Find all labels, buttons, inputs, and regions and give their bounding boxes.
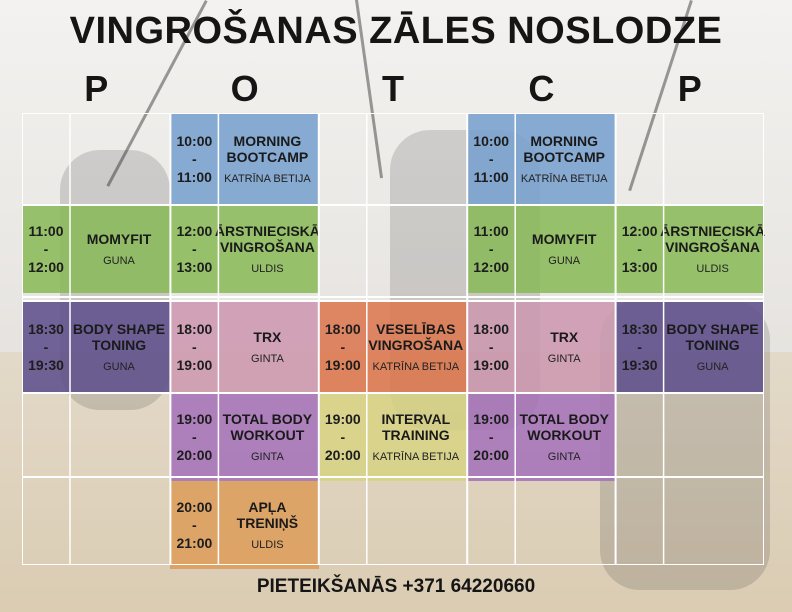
class-slot bbox=[170, 393, 318, 481]
class-name: ĀRSTNIECISKĀ VINGROŠANA bbox=[214, 223, 320, 255]
class-name: MORNING BOOTCAMP bbox=[523, 133, 606, 165]
trainer-name: GUNA bbox=[103, 255, 135, 267]
class-info bbox=[218, 393, 316, 481]
trainer-name: GINTA bbox=[547, 353, 581, 365]
end-time: 12:00 bbox=[28, 259, 64, 275]
end-time: 19:30 bbox=[621, 357, 658, 373]
class-slot bbox=[22, 205, 170, 293]
class-slot bbox=[319, 393, 467, 481]
class-name: MOMYFIT bbox=[531, 231, 597, 247]
class-slot bbox=[467, 113, 615, 205]
start-time: 11:00 bbox=[473, 223, 509, 239]
class-slot bbox=[170, 301, 318, 393]
end-time: 11:00 bbox=[176, 169, 212, 185]
day-header-row bbox=[22, 68, 764, 112]
class-name: MORNING BOOTCAMP bbox=[226, 133, 309, 165]
class-slot bbox=[170, 481, 318, 569]
class-name: TRX bbox=[253, 329, 282, 345]
time-separator: - bbox=[192, 429, 197, 445]
trainer-name: KATRĪNA BETIJA bbox=[224, 173, 311, 185]
class-time bbox=[170, 393, 218, 481]
class-time bbox=[170, 205, 218, 293]
end-time: 19:00 bbox=[324, 357, 361, 373]
class-time bbox=[616, 205, 664, 293]
class-info bbox=[367, 301, 465, 393]
time-separator: - bbox=[43, 339, 49, 355]
end-time: 19:30 bbox=[28, 357, 64, 373]
trainer-name: KATRĪNA BETIJA bbox=[372, 361, 460, 373]
end-time: 20:00 bbox=[324, 447, 361, 463]
start-time: 18:30 bbox=[621, 321, 658, 337]
class-slot bbox=[467, 301, 615, 393]
class-info bbox=[367, 393, 465, 481]
class-time bbox=[467, 205, 515, 293]
class-name: MOMYFIT bbox=[86, 231, 152, 247]
class-time bbox=[467, 113, 515, 205]
class-time bbox=[319, 301, 367, 393]
trainer-name: ULDIS bbox=[251, 539, 284, 551]
class-name: BODY SHAPE TONING bbox=[72, 321, 166, 353]
start-time: 12:00 bbox=[621, 223, 658, 239]
end-time: 19:00 bbox=[473, 357, 510, 373]
time-separator: - bbox=[637, 241, 642, 257]
class-time bbox=[170, 301, 218, 393]
class-slot bbox=[467, 205, 615, 293]
start-time: 10:00 bbox=[473, 133, 510, 149]
end-time: 19:00 bbox=[176, 357, 213, 373]
class-time bbox=[467, 301, 515, 393]
class-time bbox=[22, 205, 70, 293]
class-time bbox=[467, 393, 515, 481]
time-separator: - bbox=[192, 339, 197, 355]
class-info bbox=[214, 205, 320, 293]
class-info bbox=[660, 205, 766, 293]
class-slot bbox=[319, 301, 467, 393]
class-slot bbox=[467, 393, 615, 481]
start-time: 18:00 bbox=[324, 321, 361, 337]
time-separator: - bbox=[340, 339, 346, 355]
class-time bbox=[170, 481, 218, 569]
start-time: 18:00 bbox=[176, 321, 213, 337]
class-time bbox=[319, 393, 367, 481]
schedule-grid bbox=[22, 113, 764, 565]
class-name: VESELĪBAS VINGROŠANA bbox=[368, 321, 464, 353]
trainer-name: GINTA bbox=[250, 353, 284, 365]
time-separator: - bbox=[192, 151, 197, 167]
time-separator: - bbox=[637, 339, 642, 355]
class-name: TOTAL BODY WORKOUT bbox=[519, 411, 609, 443]
class-name: TRX bbox=[550, 329, 579, 345]
start-time: 19:00 bbox=[473, 411, 510, 427]
class-name: INTERVAL TRAINING bbox=[381, 411, 451, 443]
trainer-name: GUNA bbox=[548, 255, 581, 267]
start-time: 11:00 bbox=[28, 223, 64, 239]
start-time: 19:00 bbox=[176, 411, 213, 427]
class-info bbox=[70, 205, 168, 293]
start-time: 20:00 bbox=[176, 499, 213, 515]
class-name: ĀRSTNIECISKĀ VINGROŠANA bbox=[660, 223, 766, 255]
start-time: 12:00 bbox=[176, 223, 213, 239]
class-time bbox=[170, 113, 218, 205]
day-header-friday: P bbox=[677, 68, 702, 109]
time-separator: - bbox=[43, 241, 49, 257]
trainer-name: KATRĪNA BETIJA bbox=[520, 173, 608, 185]
class-info bbox=[218, 481, 316, 569]
class-slot bbox=[22, 301, 170, 393]
class-info bbox=[70, 301, 168, 393]
end-time: 21:00 bbox=[176, 535, 213, 551]
start-time: 19:00 bbox=[324, 411, 361, 427]
time-separator: - bbox=[192, 517, 197, 533]
end-time: 12:00 bbox=[473, 259, 510, 275]
class-time bbox=[616, 301, 664, 393]
time-separator: - bbox=[340, 429, 346, 445]
trainer-name: GINTA bbox=[250, 451, 284, 463]
day-header-monday: P bbox=[84, 68, 109, 109]
signup-phone: PIETEIKŠANĀS +371 64220660 bbox=[256, 576, 536, 597]
class-slot bbox=[170, 113, 318, 205]
class-slot bbox=[616, 301, 764, 393]
end-time: 13:00 bbox=[176, 259, 213, 275]
class-name: BODY SHAPE TONING bbox=[666, 321, 759, 353]
start-time: 18:00 bbox=[473, 321, 510, 337]
class-name: APĻA TRENIŅŠ bbox=[236, 499, 299, 531]
class-info bbox=[515, 113, 613, 205]
start-time: 10:00 bbox=[176, 133, 213, 149]
trainer-name: KATRĪNA BETIJA bbox=[372, 451, 460, 463]
trainer-name: GUNA bbox=[103, 361, 135, 373]
page-title: VINGROŠANAS ZĀLES NOSLODZE bbox=[69, 10, 723, 52]
class-info bbox=[515, 301, 613, 393]
time-separator: - bbox=[192, 241, 197, 257]
class-slot bbox=[170, 205, 318, 293]
day-header-thursday: C bbox=[528, 68, 555, 109]
day-header-tuesday: O bbox=[230, 68, 259, 109]
class-time bbox=[22, 301, 70, 393]
end-time: 20:00 bbox=[176, 447, 213, 463]
day-header-wednesday: T bbox=[381, 68, 404, 109]
time-separator: - bbox=[488, 151, 494, 167]
trainer-name: ULDIS bbox=[696, 263, 729, 275]
time-separator: - bbox=[488, 241, 494, 257]
time-separator: - bbox=[488, 429, 494, 445]
end-time: 20:00 bbox=[473, 447, 510, 463]
class-info bbox=[515, 205, 613, 293]
class-slot bbox=[616, 205, 764, 293]
class-info bbox=[515, 393, 613, 481]
trainer-name: GUNA bbox=[696, 361, 729, 373]
end-time: 13:00 bbox=[621, 259, 658, 275]
class-info bbox=[218, 113, 316, 205]
trainer-name: GINTA bbox=[547, 451, 581, 463]
trainer-name: ULDIS bbox=[251, 263, 284, 275]
time-separator: - bbox=[488, 339, 494, 355]
end-time: 11:00 bbox=[473, 169, 509, 185]
class-info bbox=[218, 301, 316, 393]
start-time: 18:30 bbox=[28, 321, 64, 337]
class-info bbox=[664, 301, 762, 393]
class-name: TOTAL BODY WORKOUT bbox=[222, 411, 313, 443]
